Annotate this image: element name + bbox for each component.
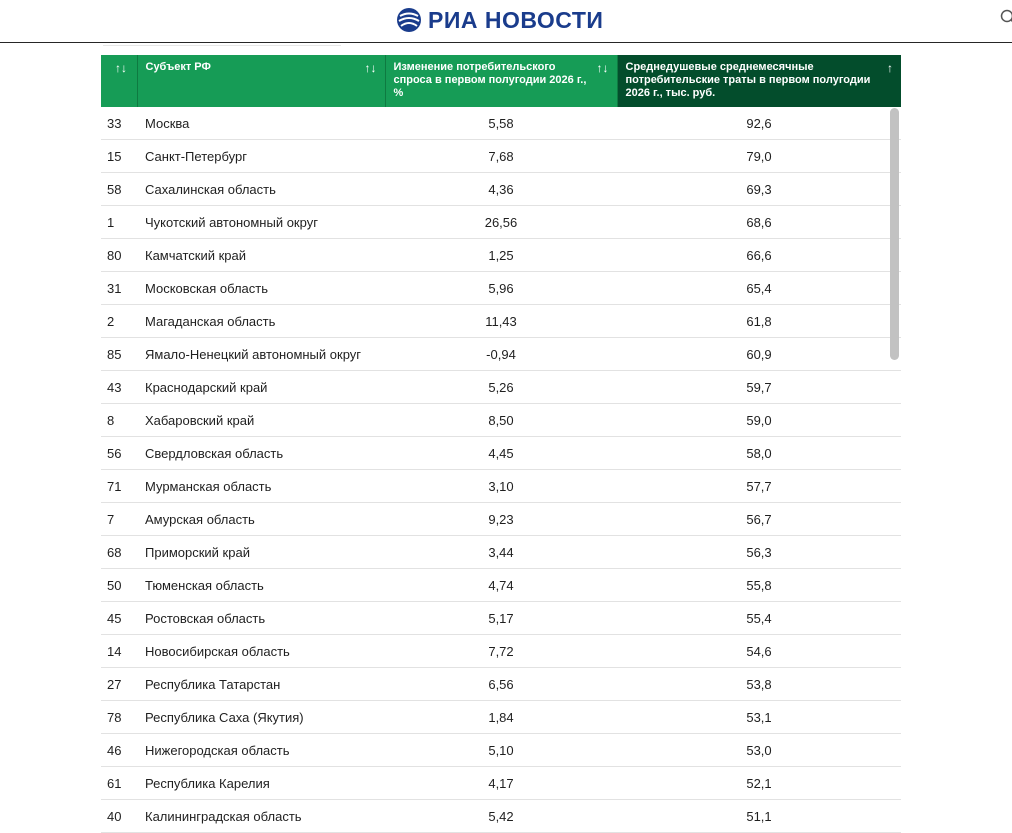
row-region: Краснодарский край	[137, 371, 385, 404]
row-avg-spending: 92,6	[617, 107, 901, 140]
row-demand-change: 5,58	[385, 107, 617, 140]
table-row	[101, 239, 901, 272]
row-rank: 1	[101, 206, 137, 239]
row-rank: 27	[101, 668, 137, 701]
row-avg-spending: 53,8	[617, 668, 901, 701]
row-rank: 56	[101, 437, 137, 470]
table-row	[101, 437, 901, 470]
row-avg-spending: 61,8	[617, 305, 901, 338]
row-avg-spending: 65,4	[617, 272, 901, 305]
row-rank: 33	[101, 107, 137, 140]
column-header-label: Изменение потребительского спроса в первом полугодии 2026 г., %	[393, 61, 587, 99]
table-body	[101, 107, 901, 833]
row-demand-change: 5,17	[385, 602, 617, 635]
row-demand-change: 8,50	[385, 404, 617, 437]
column-header-region[interactable]	[137, 55, 385, 107]
row-demand-change: 6,56	[385, 668, 617, 701]
row-demand-change: 3,10	[385, 470, 617, 503]
row-avg-spending: 68,6	[617, 206, 901, 239]
row-demand-change: 3,44	[385, 536, 617, 569]
row-rank: 78	[101, 701, 137, 734]
column-header-avg-spending[interactable]	[617, 55, 901, 107]
row-avg-spending: 57,7	[617, 470, 901, 503]
sort-arrows-icon[interactable]: ↑↓	[115, 61, 127, 75]
row-region: Республика Татарстан	[137, 668, 385, 701]
sort-arrows-icon[interactable]: ↑↓	[364, 61, 377, 75]
row-demand-change: 26,56	[385, 206, 617, 239]
row-region: Нижегородская область	[137, 734, 385, 767]
row-avg-spending: 58,0	[617, 437, 901, 470]
row-demand-change: 4,74	[385, 569, 617, 602]
row-rank: 31	[101, 272, 137, 305]
consumer-spending-table	[101, 55, 901, 833]
site-logo[interactable]	[396, 6, 603, 34]
row-avg-spending: 56,7	[617, 503, 901, 536]
sort-arrows-icon[interactable]: ↑↓	[596, 61, 609, 75]
logo-text: РИА НОВОСТИ	[428, 6, 604, 33]
row-region: Свердловская область	[137, 437, 385, 470]
table-row	[101, 701, 901, 734]
column-header-demand-change[interactable]	[385, 55, 617, 107]
ria-globe-logo-icon	[396, 7, 422, 33]
row-region: Камчатский край	[137, 239, 385, 272]
row-demand-change: -0,94	[385, 338, 617, 371]
row-region: Сахалинская область	[137, 173, 385, 206]
table-row	[101, 602, 901, 635]
table-row	[101, 470, 901, 503]
row-region: Приморский край	[137, 536, 385, 569]
table-scrollbar-thumb[interactable]	[890, 108, 899, 360]
row-rank: 61	[101, 767, 137, 800]
sort-up-arrow-icon[interactable]: ↑	[887, 61, 893, 75]
row-demand-change: 4,36	[385, 173, 617, 206]
search-icon[interactable]	[1000, 9, 1012, 25]
table-row	[101, 800, 901, 833]
table-row	[101, 569, 901, 602]
row-avg-spending: 60,9	[617, 338, 901, 371]
row-avg-spending: 66,6	[617, 239, 901, 272]
table-row	[101, 536, 901, 569]
section-divider	[103, 42, 341, 46]
row-region: Ямало-Ненецкий автономный округ	[137, 338, 385, 371]
row-rank: 68	[101, 536, 137, 569]
column-header-label: Субъект РФ	[145, 61, 211, 73]
table-row	[101, 635, 901, 668]
row-demand-change: 5,10	[385, 734, 617, 767]
table-row	[101, 305, 901, 338]
row-demand-change: 9,23	[385, 503, 617, 536]
row-region: Республика Карелия	[137, 767, 385, 800]
row-rank: 45	[101, 602, 137, 635]
row-demand-change: 4,17	[385, 767, 617, 800]
row-region: Мурманская область	[137, 470, 385, 503]
row-avg-spending: 56,3	[617, 536, 901, 569]
row-region: Московская область	[137, 272, 385, 305]
row-rank: 40	[101, 800, 137, 833]
table-row	[101, 734, 901, 767]
row-rank: 85	[101, 338, 137, 371]
row-rank: 46	[101, 734, 137, 767]
row-avg-spending: 59,0	[617, 404, 901, 437]
table-header-row	[101, 55, 901, 107]
table-row	[101, 371, 901, 404]
table-row	[101, 206, 901, 239]
row-region: Республика Саха (Якутия)	[137, 701, 385, 734]
table-row	[101, 404, 901, 437]
site-header	[0, 0, 1012, 43]
row-region: Калининградская область	[137, 800, 385, 833]
row-avg-spending: 52,1	[617, 767, 901, 800]
row-demand-change: 1,84	[385, 701, 617, 734]
row-demand-change: 7,72	[385, 635, 617, 668]
row-avg-spending: 55,4	[617, 602, 901, 635]
row-demand-change: 1,25	[385, 239, 617, 272]
table-row	[101, 503, 901, 536]
row-region: Амурская область	[137, 503, 385, 536]
table-row	[101, 668, 901, 701]
row-rank: 58	[101, 173, 137, 206]
row-rank: 7	[101, 503, 137, 536]
table-row	[101, 107, 901, 140]
row-avg-spending: 55,8	[617, 569, 901, 602]
column-header-rank[interactable]	[101, 55, 137, 107]
column-header-label: Среднедушевые среднемесячные потребительские траты в первом полугодии 2026 г., тыс. руб.	[625, 61, 871, 99]
row-region: Чукотский автономный округ	[137, 206, 385, 239]
row-region: Хабаровский край	[137, 404, 385, 437]
table-row	[101, 140, 901, 173]
row-avg-spending: 69,3	[617, 173, 901, 206]
row-demand-change: 4,45	[385, 437, 617, 470]
row-rank: 71	[101, 470, 137, 503]
row-rank: 80	[101, 239, 137, 272]
row-rank: 14	[101, 635, 137, 668]
row-demand-change: 5,96	[385, 272, 617, 305]
row-demand-change: 5,42	[385, 800, 617, 833]
row-rank: 8	[101, 404, 137, 437]
row-region: Новосибирская область	[137, 635, 385, 668]
row-region: Москва	[137, 107, 385, 140]
row-rank: 2	[101, 305, 137, 338]
row-demand-change: 11,43	[385, 305, 617, 338]
row-avg-spending: 59,7	[617, 371, 901, 404]
row-avg-spending: 53,1	[617, 701, 901, 734]
row-rank: 43	[101, 371, 137, 404]
row-region: Магаданская область	[137, 305, 385, 338]
table-row	[101, 173, 901, 206]
row-rank: 50	[101, 569, 137, 602]
table-row	[101, 338, 901, 371]
row-avg-spending: 79,0	[617, 140, 901, 173]
row-rank: 15	[101, 140, 137, 173]
row-avg-spending: 51,1	[617, 800, 901, 833]
table-row	[101, 272, 901, 305]
row-region: Тюменская область	[137, 569, 385, 602]
row-demand-change: 5,26	[385, 371, 617, 404]
row-region: Санкт-Петербург	[137, 140, 385, 173]
row-region: Ростовская область	[137, 602, 385, 635]
row-avg-spending: 54,6	[617, 635, 901, 668]
row-demand-change: 7,68	[385, 140, 617, 173]
row-avg-spending: 53,0	[617, 734, 901, 767]
table-row	[101, 767, 901, 800]
